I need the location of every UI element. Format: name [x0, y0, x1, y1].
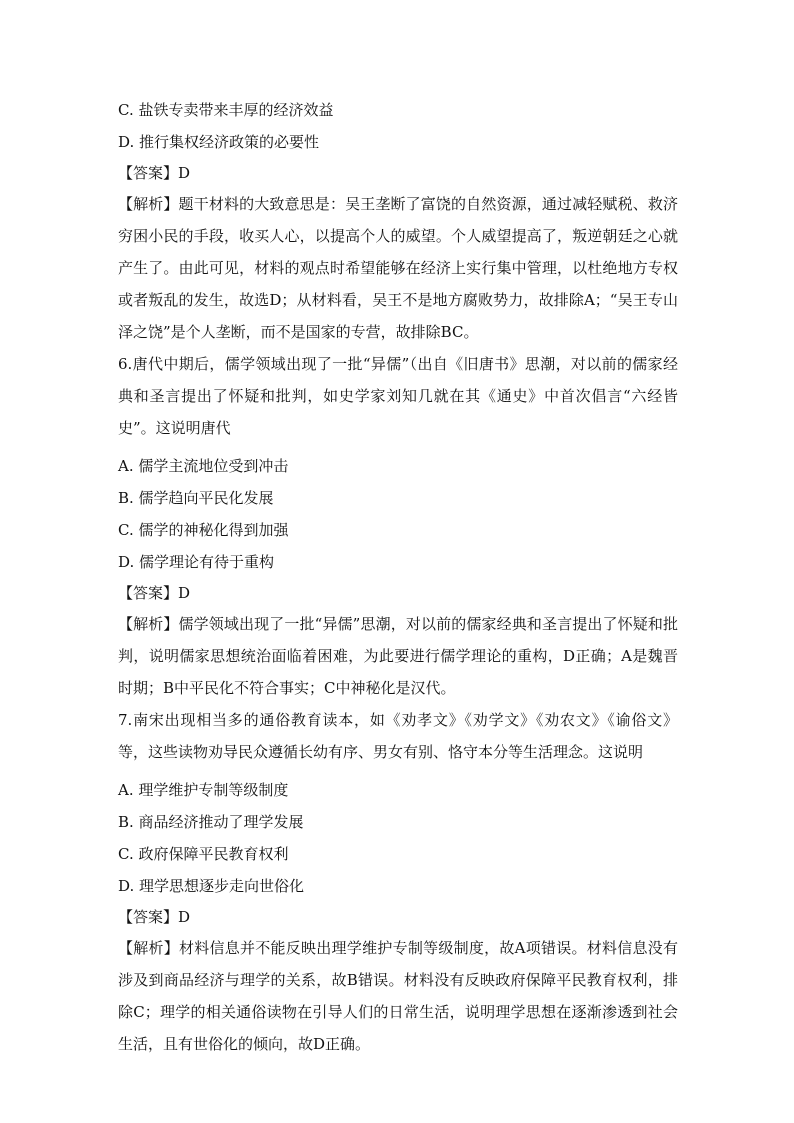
q7-option-a: A. 理学维护专制等级制度	[118, 781, 289, 799]
q6-answer: 【答案】D	[118, 584, 191, 602]
q7-option-c: C. 政府保障平民教育权利	[118, 845, 289, 863]
q6-analysis: 【解析】儒学领域出现了一批“异儒”思潮，对以前的儒家经典和圣言提出了怀疑和批判，说明儒家思想统治面临着困难，为此要进行儒学理论的重构，D正确；A是魏晋时期；B中平民化不符合事实；C中神秘化是汉代。	[118, 615, 678, 697]
q7-stem: 7.南宋出现相当多的通俗教育读本，如《劝孝文》《劝学文》《劝农文》《谕俗文》等，这些读物劝导民众遵循长幼有序、男女有别、恪守本分等生活理念。这说明	[118, 711, 678, 761]
q6-option-b: B. 儒学趋向平民化发展	[118, 489, 274, 507]
q5-option-c: C. 盐铁专卖带来丰厚的经济效益	[118, 101, 334, 119]
q7-option-b: B. 商品经济推动了理学发展	[118, 813, 304, 831]
q5-answer: 【答案】D	[118, 164, 191, 182]
q7-answer: 【答案】D	[118, 908, 191, 926]
q5-option-d: D. 推行集权经济政策的必要性	[118, 133, 320, 151]
q6-option-c: C. 儒学的神秘化得到加强	[118, 521, 289, 539]
q7-analysis: 【解析】材料信息并不能反映出理学维护专制等级制度，故A项错误。材料信息没有涉及到商品经济与理学的关系，故B错误。材料没有反映政府保障平民教育权利，排除C；理学的相关通俗读物在引导人们的日常生活，说明理学思想在逐渐渗透到社会生活，且有世俗化的倾向，故D正确。	[118, 939, 678, 1053]
q6-stem: 6.唐代中期后，儒学领域出现了一批“异儒”（出自《旧唐书》思潮，对以前的儒家经典和圣言提出了怀疑和批判，如史学家刘知几就在其《通史》中首次倡言“六经皆史”。这说明唐代	[118, 355, 678, 437]
document-page	[118, 100, 678, 1060]
q6-option-d: D. 儒学理论有待于重构	[118, 553, 275, 571]
q7-option-d: D. 理学思想逐步走向世俗化	[118, 877, 305, 895]
q5-analysis: 【解析】题干材料的大致意思是：吴王垄断了富饶的自然资源，通过减轻赋税、救济穷困小民的手段，收买人心，以提高个人的威望。个人威望提高了，叛逆朝廷之心就产生了。由此可见，材料的观点时希望能够在经济上实行集中管理，以杜绝地方专权或者叛乱的发生，故选D；从材料看，吴王不是地方腐败势力，故排除A；“吴王专山泽之饶”是个人垄断，而不是国家的专营，故排除BC。	[118, 195, 678, 341]
q6-option-a: A. 儒学主流地位受到冲击	[118, 457, 289, 475]
